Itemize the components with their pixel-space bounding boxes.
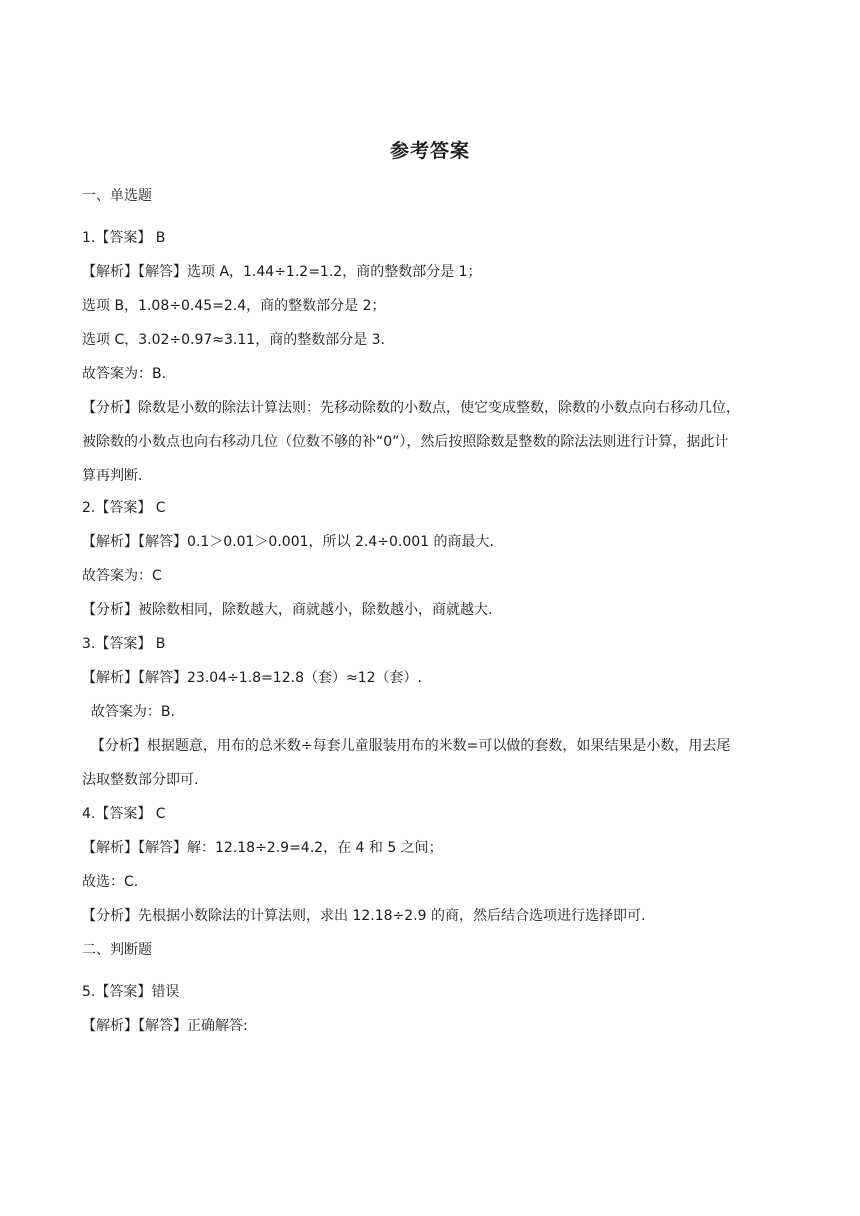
explanation-line: 【分析】除数是小数的除法计算法则：先移动除数的小数点，使它变成整数，除数的小数点向右移动几位， [82, 400, 740, 416]
explanation-line: 法取整数部分即可. [82, 772, 199, 788]
page-title: 参考答案 [389, 140, 470, 162]
answer-line: 4.【答案】 C [82, 806, 166, 822]
conclusion-line: 故选：C. [82, 874, 139, 890]
analysis-line: 选项 C，3.02÷0.97≈3.11，商的整数部分是 3. [82, 332, 386, 348]
conclusion-line: 故答案为：B. [82, 366, 167, 382]
explanation-line: 算再判断. [82, 468, 143, 484]
analysis-line: 【解析】【解答】选项 A，1.44÷1.2=1.2，商的整数部分是 1； [82, 264, 482, 280]
answer-line: 1.【答案】 B [82, 230, 166, 246]
answer-line: 5.【答案】错误 [82, 984, 180, 1000]
analysis-line: 选项 B，1.08÷0.45=2.4，商的整数部分是 2； [82, 298, 386, 314]
conclusion-line: 故答案为：C [82, 568, 162, 584]
conclusion-line: 故答案为：B. [82, 704, 175, 720]
explanation-line: 被除数的小数点也向右移动几位（位数不够的补“0”），然后按照除数是整数的除法法则进行计算，据此计 [82, 434, 729, 450]
analysis-line: 【解析】【解答】正确解答: [82, 1018, 248, 1034]
explanation-line: 【分析】被除数相同，除数越大，商就越小，除数越小，商就越大. [82, 602, 493, 618]
analysis-line: 【解析】【解答】0.1＞0.01＞0.001，所以 2.4÷0.001 的商最大. [82, 534, 494, 550]
section-heading-single-choice: 一、单选题 [82, 188, 152, 204]
analysis-line: 【解析】【解答】解：12.18÷2.9=4.2，在 4 和 5 之间； [82, 840, 443, 856]
explanation-line: 【分析】先根据小数除法的计算法则，求出 12.18÷2.9 的商，然后结合选项进行选择即可. [82, 908, 646, 924]
answer-line: 3.【答案】 B [82, 636, 166, 652]
explanation-line: 【分析】根据题意，用布的总米数÷每套儿童服装用布的米数=可以做的套数，如果结果是小数，用去尾 [82, 738, 731, 754]
answer-line: 2.【答案】 C [82, 500, 166, 516]
section-heading-true-false: 二、判断题 [82, 942, 152, 958]
analysis-line: 【解析】【解答】23.04÷1.8=12.8（套）≈12（套）. [82, 670, 422, 686]
